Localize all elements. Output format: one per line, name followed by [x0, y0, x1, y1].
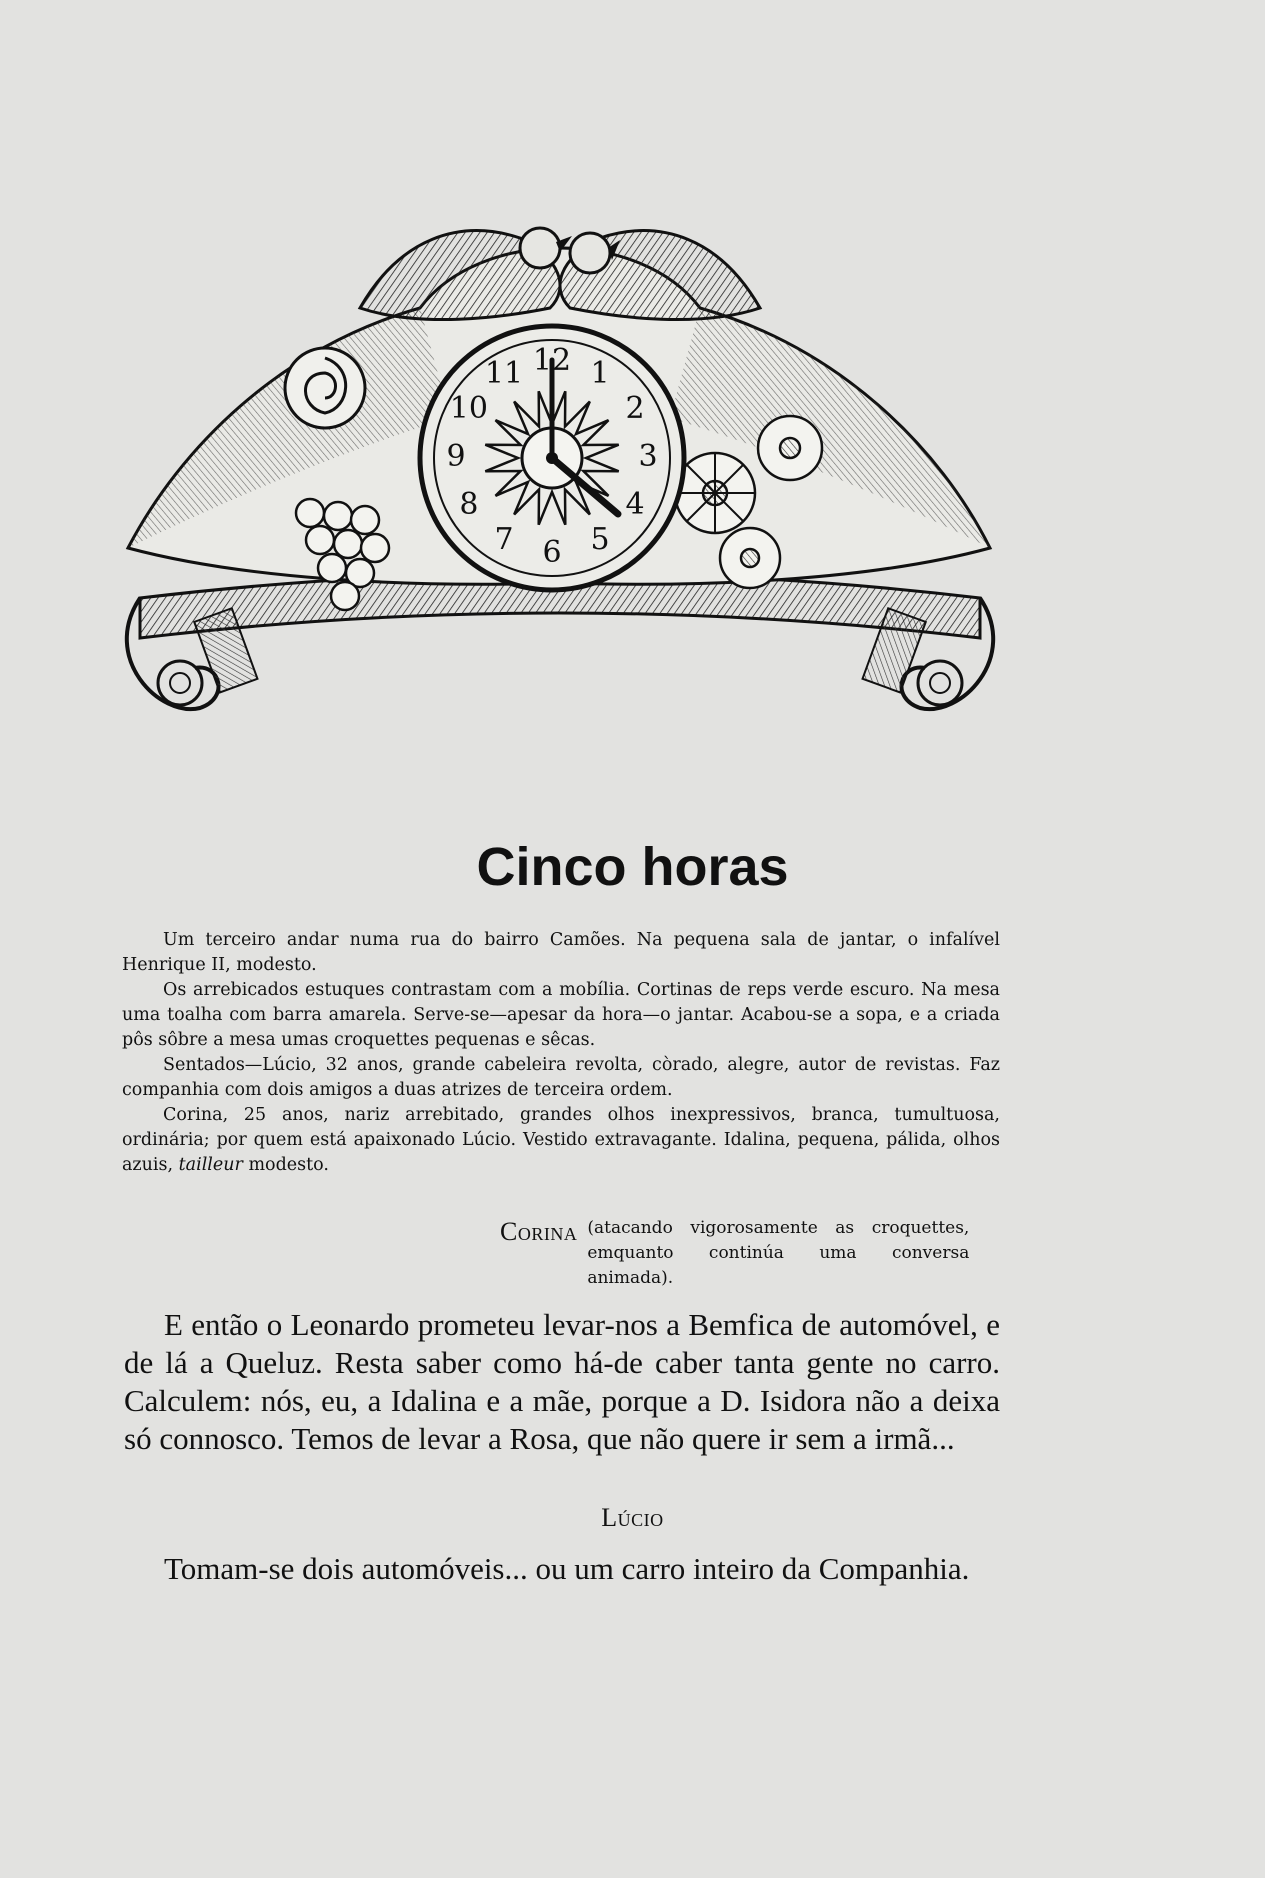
dialogue-line-corina: E então o Leonardo prometeu levar-nos a Bemfica de automóvel, e de lá a Queluz. Resta saber como há-de caber tanta gente no carro. Calculem: nós, eu, a Idalina e a mãe, porque a D. Isidora não a deixa só connosco. Temos de levar a Rosa, que não quere ir sem a irmã...: [124, 1307, 1000, 1456]
clock-numeral: 9: [446, 439, 466, 474]
clock-illustration: [120, 118, 1000, 730]
speaker-name-corina: Corina: [500, 1217, 578, 1246]
stage-direction-setting: Um terceiro andar numa rua do bairro Camões. Na pequena sala de jantar, o infalível Henrique II, modesto.: [122, 930, 1000, 975]
clock-numeral: 2: [625, 391, 645, 426]
dialogue-corina: [124, 1306, 1000, 1458]
stage-direction-lucio: Sentados—Lúcio, 32 anos, grande cabeleira revolta, còrado, alegre, autor de revistas. Faz companhia com dois amigos a duas atrizes de terceira ordem.: [122, 1055, 1000, 1100]
clock-base: [127, 573, 993, 709]
page-title: Cinco horas: [476, 837, 789, 898]
speaker-note-corina: (atacando vigorosamente as croquettes, emquanto continúa uma conversa animada).: [587, 1218, 970, 1288]
clock-numeral: 8: [459, 487, 479, 522]
stage-direction-corina: [122, 1103, 1000, 1178]
clock-numeral: 6: [542, 535, 562, 570]
tailleur-word: tailleur: [178, 1155, 243, 1175]
speaker-name-lucio: Lúcio: [601, 1503, 664, 1532]
stage-directions: [122, 928, 1000, 1178]
clock-numeral: 4: [625, 487, 645, 522]
clock-numeral: 3: [638, 439, 658, 474]
clock-numeral: 7: [494, 522, 514, 558]
clock-numeral: 11: [484, 355, 524, 391]
dialogue-lucio: [124, 1550, 1000, 1588]
corina-description: Corina, 25 anos, nariz arrebitado, grandes olhos inexpressivos, branca, tumultuosa, ordinária; por quem está apaixonado Lúcio. Vestido extravagante. Idalina, pequena, pálida, olhos azuis,: [122, 1105, 1000, 1175]
clock-numeral: 1: [590, 355, 610, 391]
clock-face: [420, 326, 684, 590]
clock-numeral: 12: [532, 343, 572, 378]
speaker-corina: [500, 1216, 1000, 1291]
stage-direction-decor: Os arrebicados estuques contrastam com a mobília. Cortinas de reps verde escuro. Na mesa uma toalha com barra amarela. Serve-se—apesar da hora—o jantar. Acabou-se a sopa, e a criada pôs sôbre a mesa umas croquettes pequenas e sêcas.: [122, 980, 1000, 1050]
clock-numeral: 10: [449, 391, 488, 426]
corina-description-end: modesto.: [242, 1155, 329, 1175]
clock-numeral: 5: [590, 522, 610, 558]
dialogue-line-lucio: Tomam-se dois automóveis... ou um carro inteiro da Companhia.: [164, 1551, 970, 1586]
